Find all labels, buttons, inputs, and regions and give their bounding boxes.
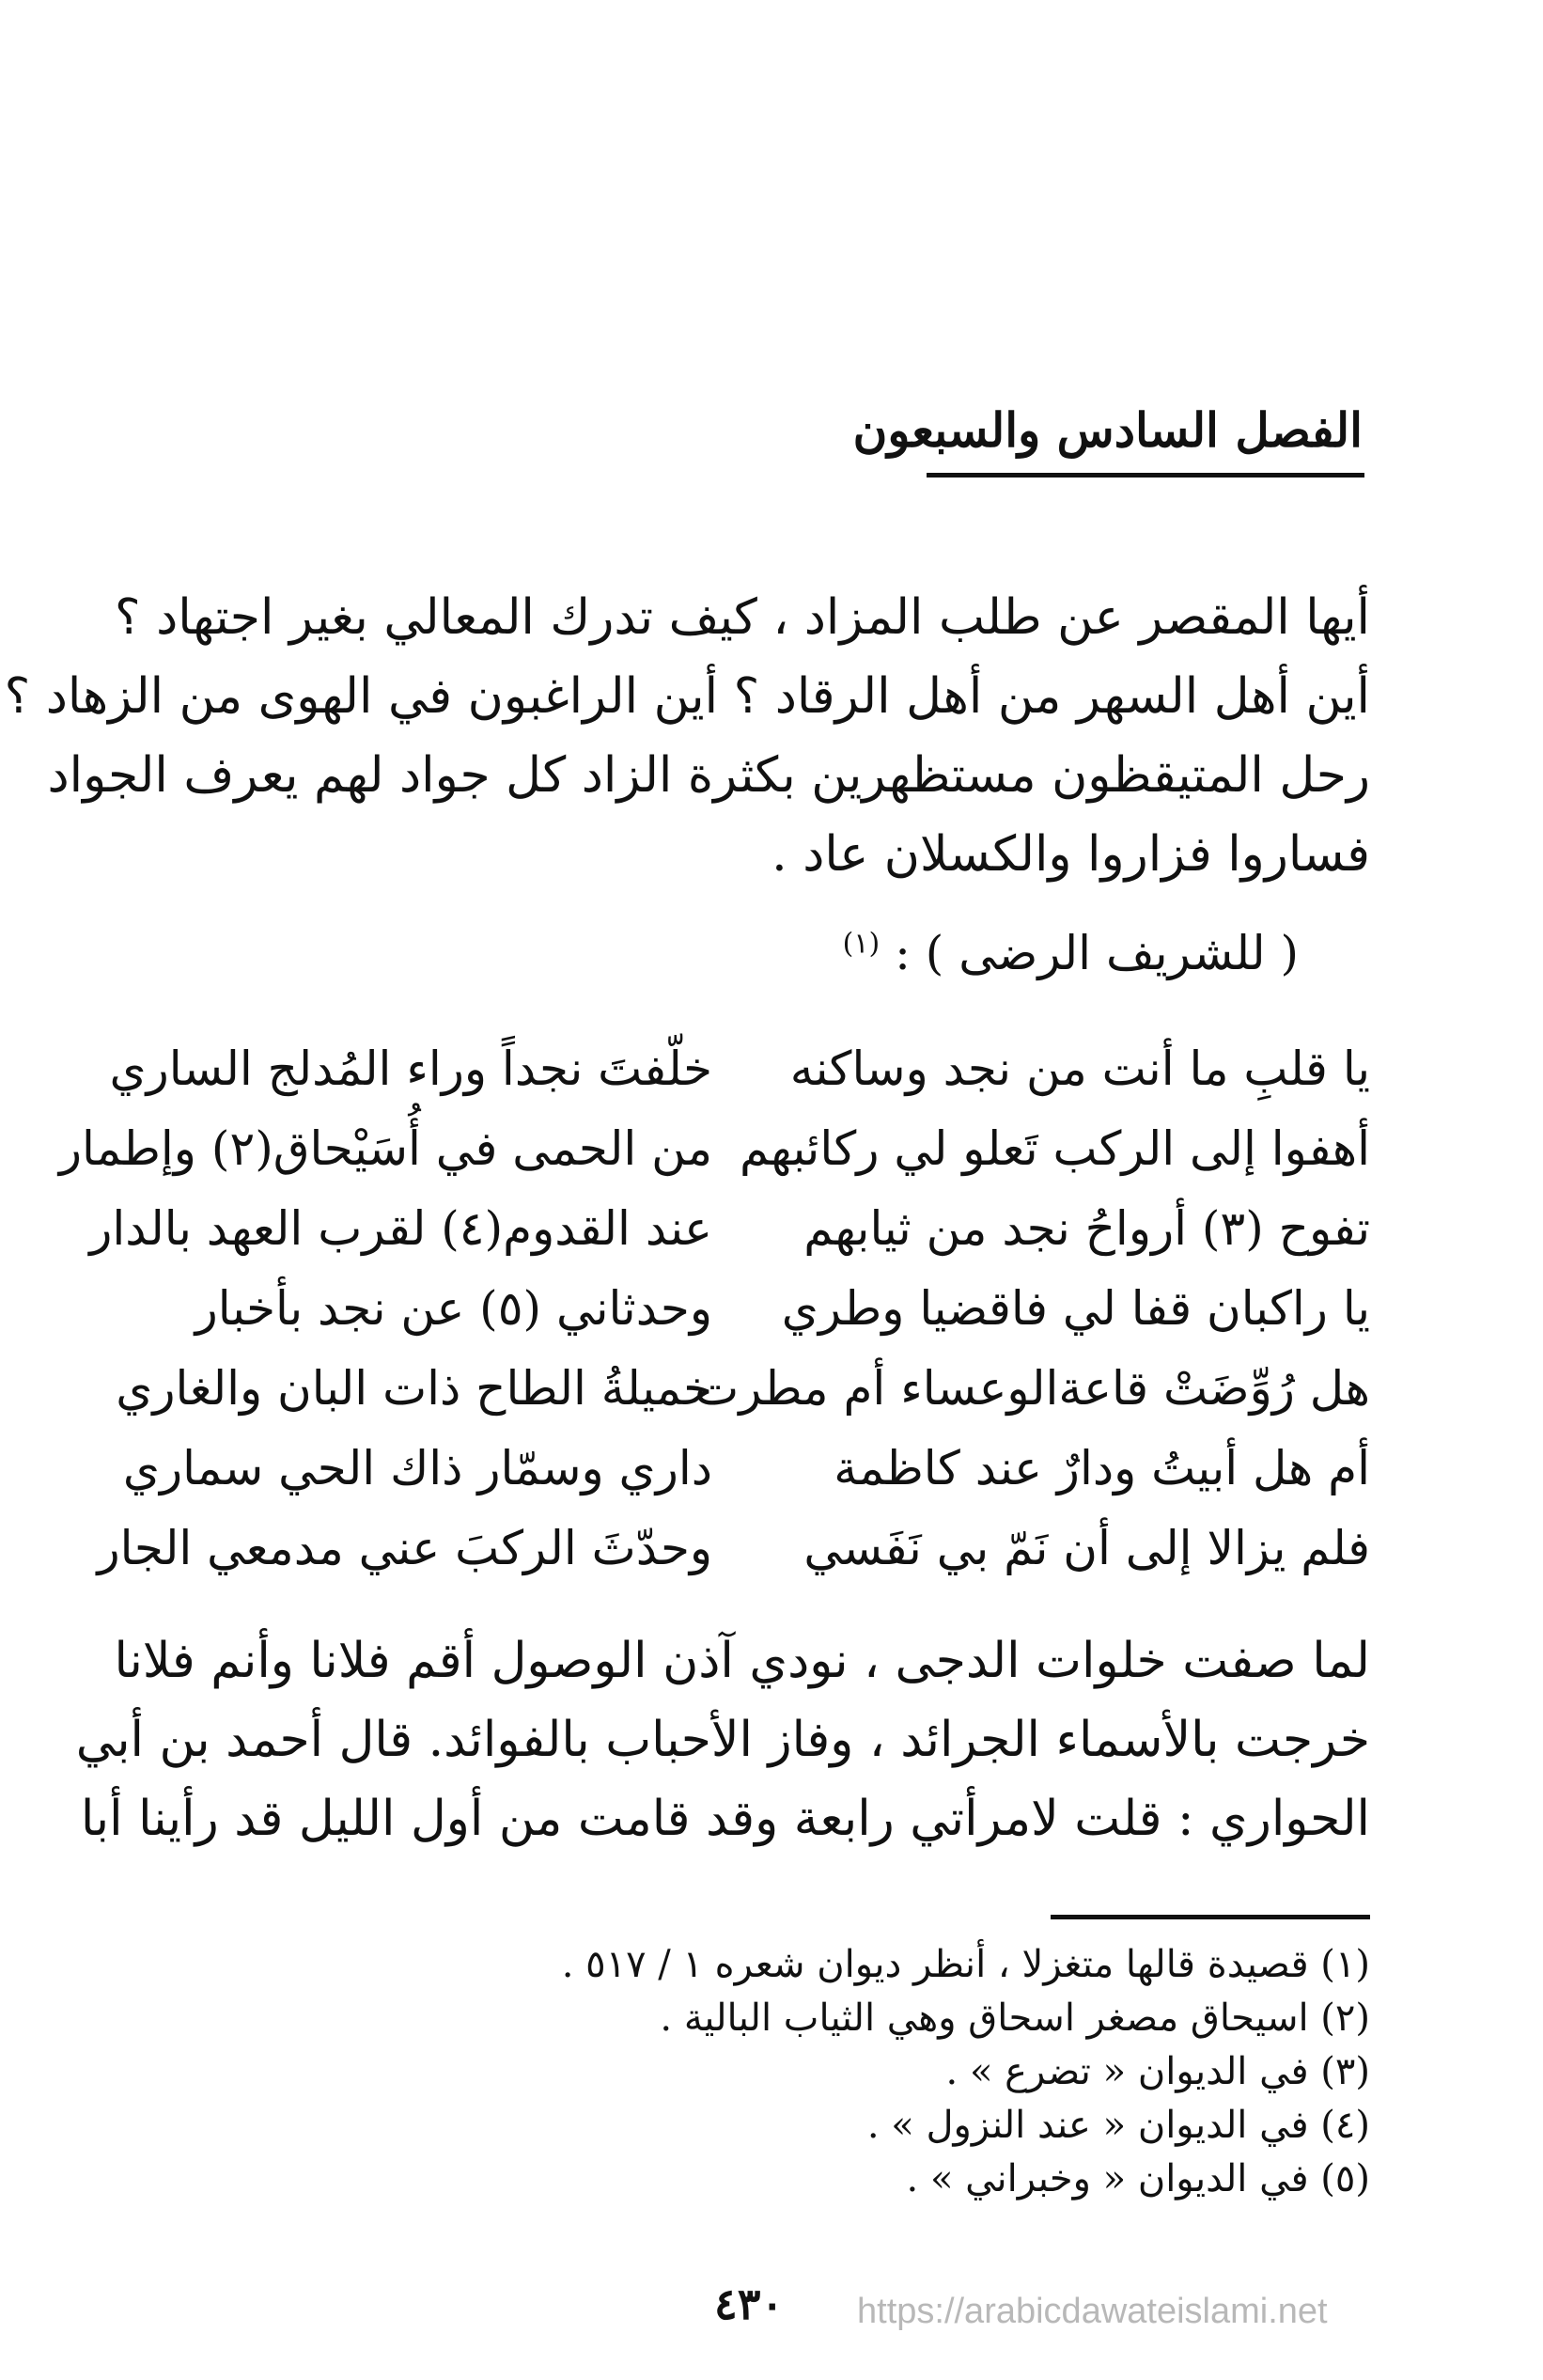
paragraph-line: لما صفت خلوات الدجى ، نودي آذن الوصول أقم فلانا وأنم فلانا <box>114 1633 1370 1689</box>
verse-first-hemistich: يا راكبان قفا لي فاقضيا وطري <box>781 1281 1370 1336</box>
verse-first-hemistich: أهفوا إلى الركب تَعلو لي ركائبهم <box>740 1121 1370 1176</box>
paragraph-intro <box>4 578 1370 894</box>
footnote: (٤) في الديوان « عند النزول » . <box>866 2104 1370 2147</box>
paragraph-line: الحواري : قلت لامرأتي رابعة وقد قامت من أول الليل قد رأينا أبا <box>80 1791 1370 1847</box>
attribution-text: ( للشريف الرضى ) : <box>895 926 1299 980</box>
verse-second-hemistich: وحدثاني (٥) عن نجد بأخبار <box>195 1281 712 1336</box>
footnote-divider <box>1051 1915 1370 1919</box>
poem-verse <box>58 1109 1370 1189</box>
poem-verse <box>97 1509 1370 1589</box>
watermark-url: https://arabicdawateislami.net <box>857 2292 1328 2331</box>
verse-second-hemistich: داري وسمّار ذاك الحي سماري <box>122 1441 712 1495</box>
paragraph-closing <box>75 1621 1370 1858</box>
verse-second-hemistich: خلّفتَ نجداً وراء المُدلج الساري <box>109 1041 712 1096</box>
page-number: ٤٣٠ <box>714 2278 785 2329</box>
poem-verse <box>122 1429 1370 1509</box>
chapter-title: الفصل السادس والسبعون <box>852 402 1363 458</box>
poem-verse <box>158 1269 1370 1349</box>
poem <box>58 1029 1370 1589</box>
footnote: (٢) اسيحاق مصغر اسحاق وهي الثياب البالية . <box>660 1996 1370 2040</box>
poem-attribution <box>843 926 1299 980</box>
verse-first-hemistich: هل رُوِّضَتْ قاعةالوعساء أم مطرت <box>694 1361 1370 1416</box>
paragraph-line: أيها المقصر عن طلب المزاد ، كيف تدرك المعالي بغير اجتهاد ؟ <box>115 589 1370 646</box>
verse-second-hemistich: وحدّثَ الركبَ عني مدمعي الجار <box>97 1521 712 1575</box>
footnote: (١) قصيدة قالها متغزلا ، أنظر ديوان شعره ١ / ٥١٧ . <box>561 1943 1370 1986</box>
verse-first-hemistich: أم هل أبيتُ ودارٌ عند كاظمة <box>834 1441 1370 1495</box>
verse-first-hemistich: يا قلبِ ما أنت من نجد وساكنه <box>789 1041 1370 1096</box>
title-underline <box>927 473 1364 478</box>
poem-verse <box>109 1029 1370 1109</box>
footnote: (٥) في الديوان « وخبراني » . <box>906 2157 1370 2200</box>
verse-first-hemistich: تفوح (٣) أرواحُ نجد من ثيابهم <box>803 1201 1370 1256</box>
poem-verse <box>116 1349 1370 1429</box>
paragraph-line: فساروا فزاروا والكسلان عاد . <box>772 826 1370 883</box>
footnote-marker: (١) <box>842 927 881 961</box>
verse-second-hemistich: عند القدوم(٤) لقرب العهد بالدار <box>89 1201 712 1256</box>
footnotes <box>430 1938 1370 2206</box>
verse-second-hemistich: من الحمى في أُسَيْحاق(٢) وإطمار <box>58 1121 712 1176</box>
paragraph-line: أين أهل السهر من أهل الرقاد ؟ أين الراغبون في الهوى من الزهاد ؟ <box>4 668 1370 725</box>
footnote: (٣) في الديوان « تضرع » . <box>945 2050 1370 2093</box>
poem-verse <box>89 1189 1370 1269</box>
verse-second-hemistich: خميلةُ الطاح ذات البان والغاري <box>116 1361 712 1416</box>
verse-first-hemistich: فلم يزالا إلى أن نَمّ بي نَفَسي <box>803 1521 1370 1575</box>
paragraph-line: خرجت بالأسماء الجرائد ، وفاز الأحباب بالفوائد. قال أحمد بن أبي <box>75 1712 1370 1768</box>
paragraph-line: رحل المتيقظون مستظهرين بكثرة الزاد كل جواد لهم يعرف الجواد <box>47 747 1370 804</box>
